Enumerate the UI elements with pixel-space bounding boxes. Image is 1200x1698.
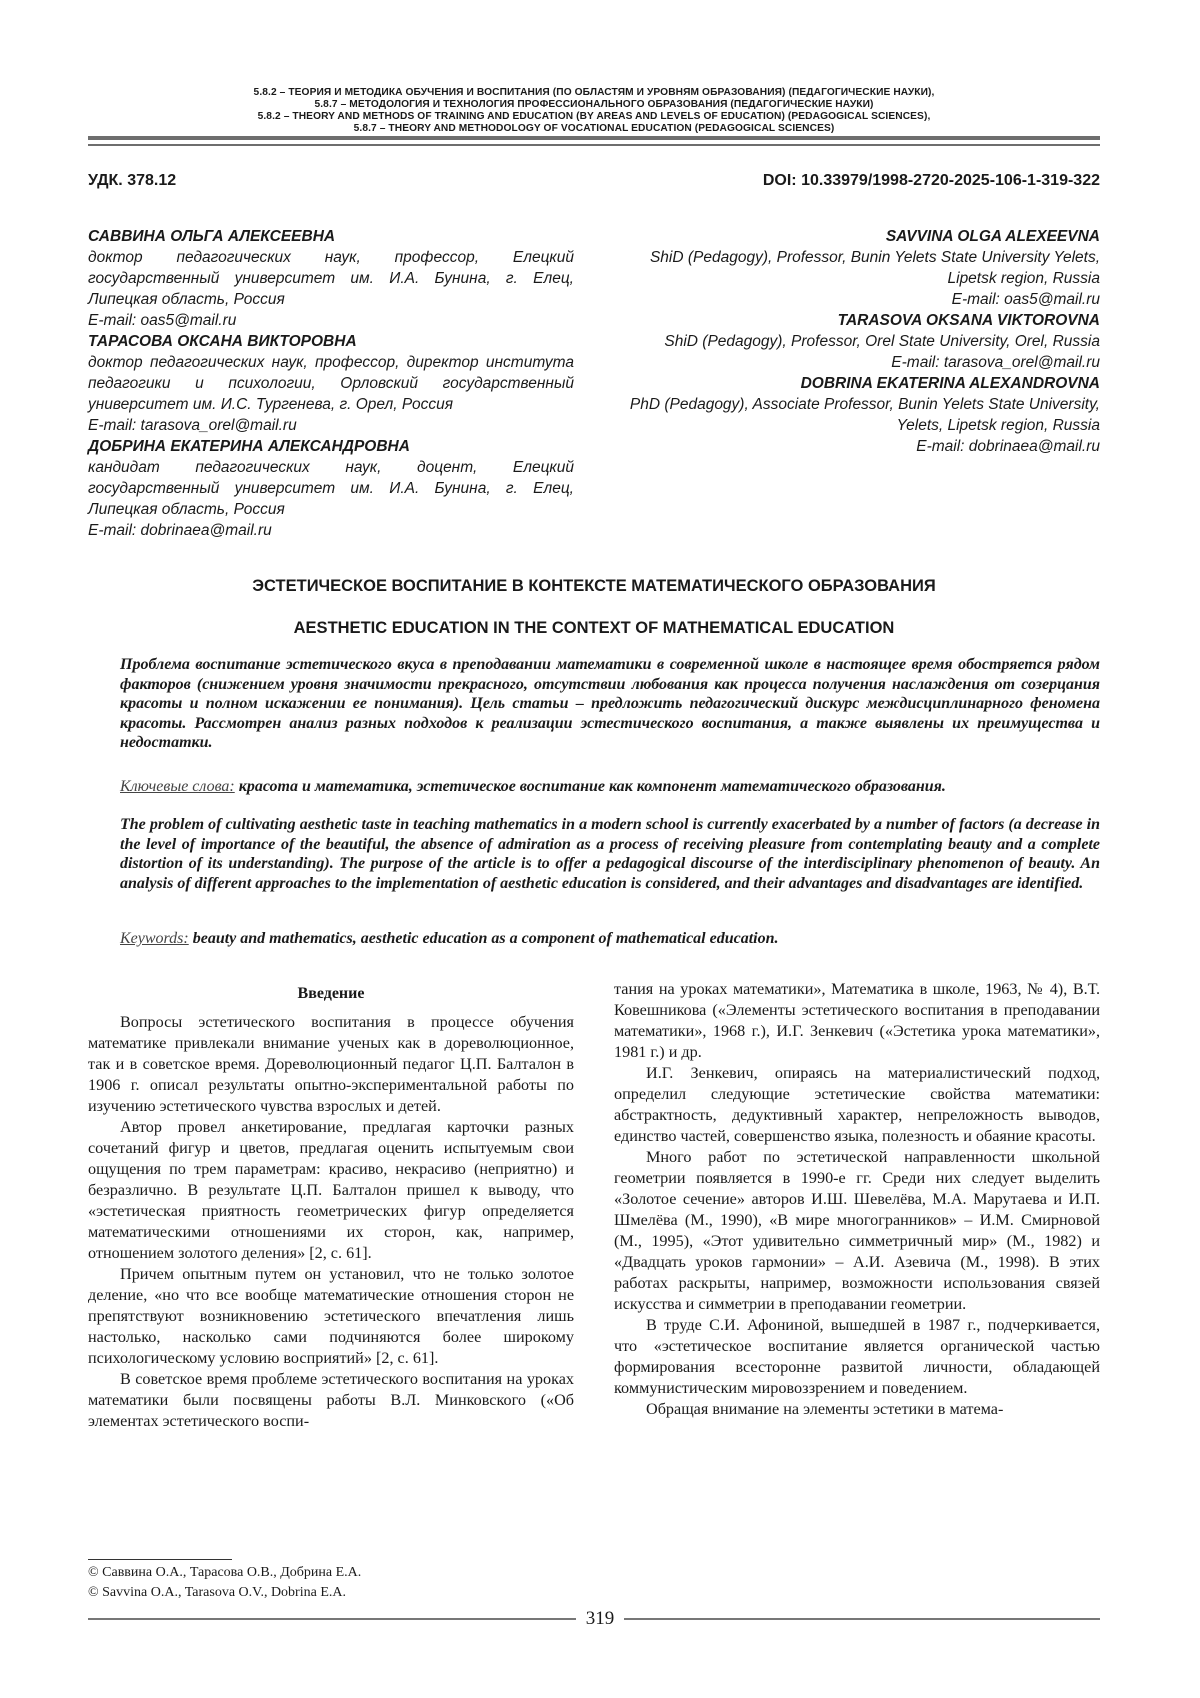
author-affiliation: доктор педагогических наук, профессор, директор института педагогики и психологии, Орловский государственный университет им. И.С. Тургенева, г. Орел, Россия: [88, 354, 574, 413]
author-email: E-mail: dobrinaea@mail.ru: [916, 438, 1100, 455]
abstract-ru: Проблема воспитание эстетического вкуса в преподавании математики в современной школе в настоящее время обостряется рядом факторов (снижением уровня значимости прекрасного, отсутствии любования как процесса получения наслаждения от созерцания красоты и полном искажении ее понимания). Цель статьи – предложить педагогический дискурс междисциплинарного феномена красоты. Рассмотрен анализ разных подходов к реализации эстестического воспитания, а также выявлены их преимущества и недостатки.: [120, 656, 1100, 751]
author-name: TARASOVA OKSANA VIKTOROVNA: [837, 312, 1100, 329]
footnote-copyright-en: © Savvina O.A., Tarasova O.V., Dobrina E.A.: [88, 1585, 346, 1600]
author-email: E-mail: oas5@mail.ru: [951, 291, 1100, 308]
keywords-label: Keywords:: [120, 930, 189, 947]
author-affiliation: PhD (Pedagogy), Associate Professor, Bunin Yelets State University, Yelets, Lipetsk region, Russia: [629, 396, 1100, 434]
doi: DOI: 10.33979/1998-2720-2025-106-1-319-322: [762, 172, 1100, 189]
keywords-text: красота и математика, эстетическое воспитание как компонент математического образования.: [238, 778, 946, 795]
body-column-right: [614, 979, 1100, 1420]
keywords-text: beauty and mathematics, aesthetic education as a component of mathematical education.: [192, 930, 779, 947]
author-name: SAVVINA OLGA ALEXEEVNA: [885, 228, 1100, 245]
body-paragraph: И.Г. Зенкевич, опираясь на материалистический подход, определил следующие эстетические свойства математики: абстрактность, дедуктивный характер, непреложность выводов, единство частей, совершенство языка, полезность и обаяние красоты.: [614, 1064, 1100, 1145]
author-name: DOBRINA EKATERINA ALEXANDROVNA: [800, 375, 1100, 392]
body-paragraph: В советское время проблеме эстетического воспитания на уроках математики были посвящены работы В.Л. Минковского («Об элементах эстетического воспи-: [88, 1370, 574, 1430]
udk-code: УДК. 378.12: [88, 172, 177, 189]
body-paragraph: Автор провел анкетирование, предлагая карточки разных сочетаний фигур и цветов, предлагая оценить испытуемым свои ощущения по трем параметрам: красиво, некрасиво (неприятно) и безразлично. В результате Ц.П. Балталон пришел к выводу, что «эстетическая приятность геометрических фигур определяется математическими отношениями их сторон, как, например, отношением золотого деления» [2, с. 61].: [88, 1118, 574, 1262]
header-rule-thick: [88, 136, 1100, 140]
header-line: 5.8.7 – МЕТОДОЛОГИЯ И ТЕХНОЛОГИЯ ПРОФЕССИОНАЛЬНОГО ОБРАЗОВАНИЯ (ПЕДАГОГИЧЕСКИЕ НАУКИ): [314, 99, 874, 110]
running-header: [88, 87, 1100, 135]
section-heading: Введение: [297, 985, 365, 1002]
header-line: 5.8.7 – THEORY AND METHODOLOGY OF VOCATIONAL EDUCATION (PEDAGOGICAL SCIENCES): [353, 123, 835, 134]
body-paragraph: В труде С.И. Афониной, вышедшей в 1987 г., подчеркивается, что «эстетическое воспитание является органической частью формирования всесторонне развитой личности, обладающей коммунистическим мировоззрением и поведением.: [614, 1316, 1100, 1397]
abstract-en: The problem of cultivating aesthetic taste in teaching mathematics in a modern school is currently exacerbated by a number of factors (a decrease in the level of importance of the beautiful, the absence of admiration as a process of receiving pleasure from contemplating beauty and a complete distortion of its understanding). The purpose of the article is to offer a pedagogical discourse of the interdisciplinary phenomenon of beauty. An analysis of different approaches to the implementation of aesthetic education is considered, and their advantages and disadvantages are identified.: [120, 816, 1100, 892]
page-number-wrap: [0, 1608, 1200, 1630]
keywords-label: Ключевые слова:: [120, 778, 235, 795]
keywords-ru: [120, 777, 1100, 797]
title-ru: ЭСТЕТИЧЕСКОЕ ВОСПИТАНИЕ В КОНТЕКСТЕ МАТЕМАТИЧЕСКОГО ОБРАЗОВАНИЯ: [252, 577, 936, 595]
header-line: 5.8.2 – ТЕОРИЯ И МЕТОДИКА ОБУЧЕНИЯ И ВОСПИТАНИЯ (ПО ОБЛАСТЯМ И УРОВНЯМ ОБРАЗОВАНИЯ) (ПЕДАГОГИЧЕСКИЕ НАУКИ),: [253, 87, 935, 98]
body-paragraph: Вопросы эстетического воспитания в процессе обучения математике привлекали внимание ученых как в дореволюционное, так и в советское время. Дореволюционный педагог Ц.П. Балталон в 1906 г. описал результаты опытно-экспериментальной работы по изучению эстетического чувства взрослых и детей.: [88, 1013, 574, 1115]
body-paragraph: тания на уроках математики», Математика в школе, 1963, № 4), В.Т. Ковешникова («Элементы эстетического воспитания в преподавании математики», 1968 г.), И.Г. Зенкевич («Эстетика урока математики», 1981 г.) и др.: [614, 980, 1100, 1061]
body-paragraph: Обращая внимание на элементы эстетики в матема-: [646, 1400, 1004, 1418]
body-column-left: [88, 983, 574, 1432]
author-email: E-mail: tarasova_orel@mail.ru: [891, 354, 1100, 371]
authors-ru: [88, 226, 574, 541]
author-email: E-mail: oas5@mail.ru: [88, 312, 237, 329]
header-line: 5.8.2 – THEORY AND METHODS OF TRAINING AND EDUCATION (BY AREAS AND LEVELS OF EDUCATION) (PEDAGOGICAL SCIENCES),: [257, 111, 931, 122]
body-paragraph: Много работ по эстетической направленности школьной геометрии появляется в 1990-е гг. Среди них следует выделить «Золотое сечение» авторов И.Ш. Шевелёва, М.А. Марутаева и И.П. Шмелёва (М., 1990), «В мире многогранников» – И.М. Смирновой (М., 1995), «Этот удивительно симметричный мир» (М., 1982) и «Двадцать уроков гармонии» – А.И. Азевича (М., 1998). В этих работах раскрыты, например, возможности использования связей искусства и симметрии в преподавании геометрии.: [614, 1148, 1100, 1313]
author-affiliation: ShiD (Pedagogy), Professor, Bunin Yelets State University Yelets, Lipetsk region, Russia: [649, 249, 1100, 287]
authors-en: [614, 226, 1100, 457]
author-affiliation: ShiD (Pedagogy), Professor, Orel State University, Orel, Russia: [664, 333, 1100, 350]
author-name: ТАРАСОВА ОКСАНА ВИКТОРОВНА: [88, 333, 357, 350]
author-name: ДОБРИНА ЕКАТЕРИНА АЛЕКСАНДРОВНА: [88, 438, 410, 455]
author-email: E-mail: tarasova_orel@mail.ru: [88, 417, 297, 434]
author-affiliation: кандидат педагогических наук, доцент, Елецкий государственный университет им. И.А. Бунина, г. Елец, Липецкая область, Россия: [88, 459, 574, 518]
footnote-rule: [88, 1559, 232, 1560]
author-name: САВВИНА ОЛЬГА АЛЕКСЕЕВНА: [88, 228, 336, 245]
body-paragraph: Причем опытным путем он установил, что не только золотое деление, «но что все вообще математические отношения сторон не препятствуют возникновению эстетического впечатления лишь настолько, насколько сами подчиняются более широкому психологическому условию восприятий» [2, с. 61].: [88, 1265, 574, 1367]
author-email: E-mail: dobrinaea@mail.ru: [88, 522, 272, 539]
page-number: 319: [576, 1608, 625, 1629]
footnote-copyright-ru: © Саввина О.А., Тарасова О.В., Добрина Е.А.: [88, 1565, 362, 1580]
header-rule-thin: [88, 144, 1100, 146]
keywords-en: [120, 929, 1100, 949]
title-en: AESTHETIC EDUCATION IN THE CONTEXT OF MATHEMATICAL EDUCATION: [293, 619, 895, 637]
author-affiliation: доктор педагогических наук, профессор, Елецкий государственный университет им. И.А. Бунина, г. Елец, Липецкая область, Россия: [88, 249, 574, 308]
